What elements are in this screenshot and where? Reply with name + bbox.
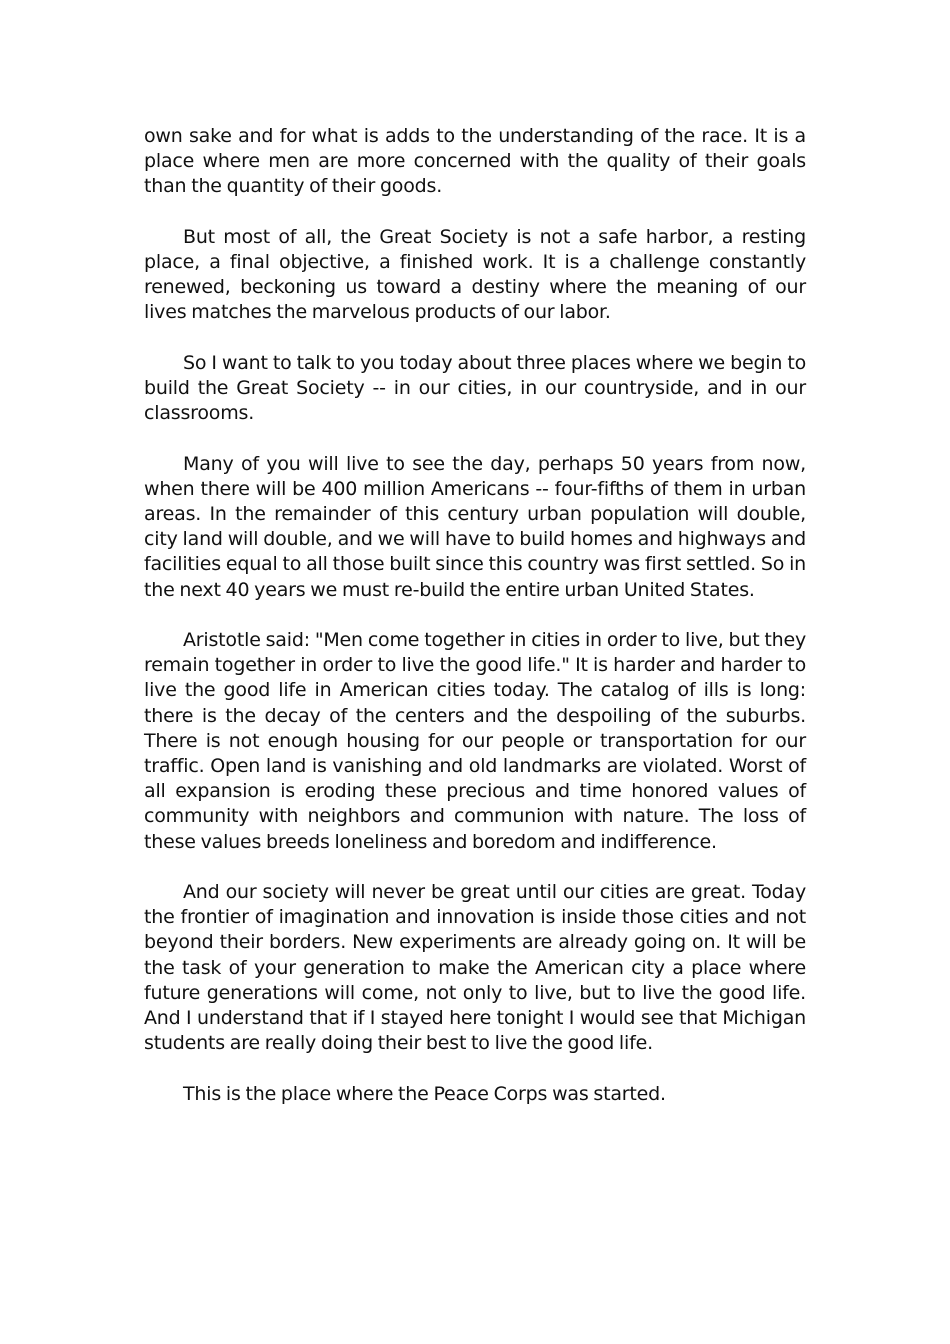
paragraph: Many of you will live to see the day, perhaps 50 years from now, when there will be 400 million Americans -- four-fifths of them in urban areas. In the remainder of this century urban population will double, city land will double, and we will have to build homes and highways and facilities equal to all those built since this country was first settled. So in the next 40 years we must re-build the entire urban United States. — [144, 452, 806, 601]
paragraph: This is the place where the Peace Corps was started. — [183, 1082, 666, 1105]
paragraph: But most of all, the Great Society is not a safe harbor, a resting place, a final objective, a finished work. It is a challenge constantly renewed, beckoning us toward a destiny where the meaning of our lives matches the marvelous products of our labor. — [144, 225, 806, 324]
body-text — [144, 124, 806, 1132]
paragraph: And our society will never be great until our cities are great. Today the frontier of imagination and innovation is inside those cities and not beyond their borders. New experiments are already going on. It will be the task of your generation to make the American city a place where future generations will come, not only to live, but to live the good life. And I understand that if I stayed here tonight I would see that Michigan students are really doing their best to live the good life. — [144, 881, 806, 1055]
paragraph: own sake and for what is adds to the understanding of the race. It is a place where men are more concerned with the quality of their goals than the quantity of their goods. — [144, 125, 806, 198]
paragraph: Aristotle said: "Men come together in cities in order to live, but they remain together in order to live the good life." It is harder and harder to live the good life in American cities today. The catalog of ills is long: there is the decay of the centers and the despoiling of the suburbs. There is not enough housing for our people or transportation for our traffic. Open land is vanishing and old landmarks are violated. Worst of all expansion is eroding these precious and time honored values of community with neighbors and communion with nature. The loss of these values breeds loneliness and boredom and indifference. — [144, 629, 806, 853]
paragraph: So I want to talk to you today about three places where we begin to build the Great Society -- in our cities, in our countryside, and in our classrooms. — [144, 351, 806, 425]
